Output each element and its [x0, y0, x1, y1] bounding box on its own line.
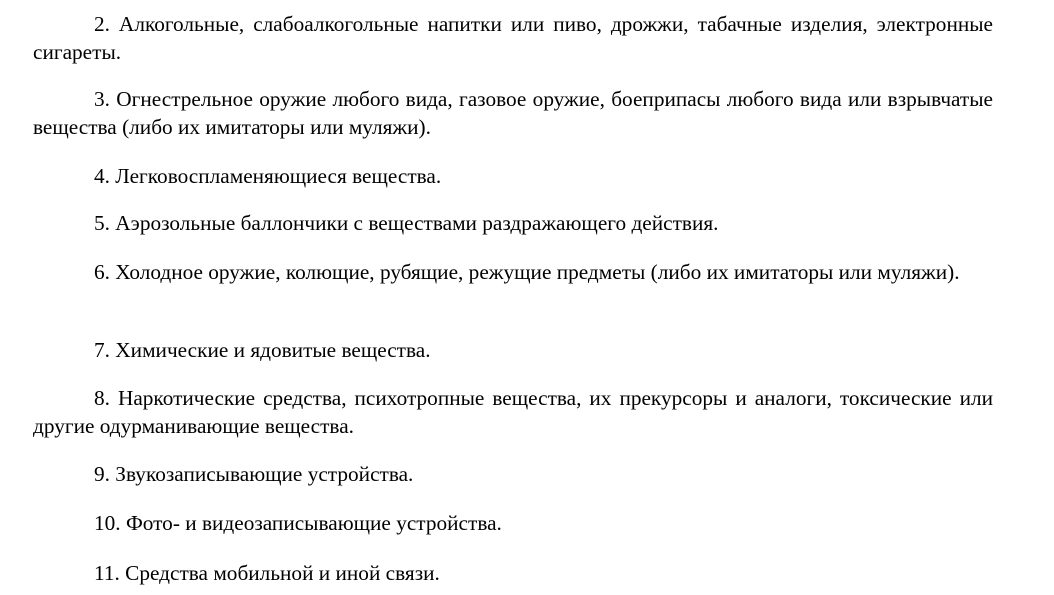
list-item-audio-recorders: 9. Звукозаписывающие устройства.	[94, 462, 414, 486]
list-item-chemicals: 7. Химические и ядовитые вещества.	[94, 338, 431, 362]
list-item-cold-weapons: 6. Холодное оружие, колющие, рубящие, режущие предметы (либо их имитаторы или муляжи).	[94, 260, 960, 284]
list-item-firearms: 3. Огнестрельное оружие любого вида, газовое оружие, боеприпасы любого вида или взрывчатые вещества (либо их имитаторы или муляжи).	[33, 87, 993, 139]
list-item-photo-video: 10. Фото- и видеозаписывающие устройства.	[94, 511, 502, 535]
list-item-mobile-comms: 11. Средства мобильной и иной связи.	[94, 561, 440, 585]
list-item-narcotics: 8. Наркотические средства, психотропные вещества, их прекурсоры и аналоги, токсические или другие одурманивающие вещества.	[33, 386, 993, 438]
list-item-alcohol: 2. Алкогольные, слабоалкогольные напитки или пиво, дрожжи, табачные изделия, электронные сигареты.	[33, 12, 993, 64]
list-item-aerosols: 5. Аэрозольные баллончики с веществами раздражающего действия.	[94, 211, 719, 235]
list-item-flammable: 4. Легковоспламеняющиеся вещества.	[94, 164, 442, 188]
